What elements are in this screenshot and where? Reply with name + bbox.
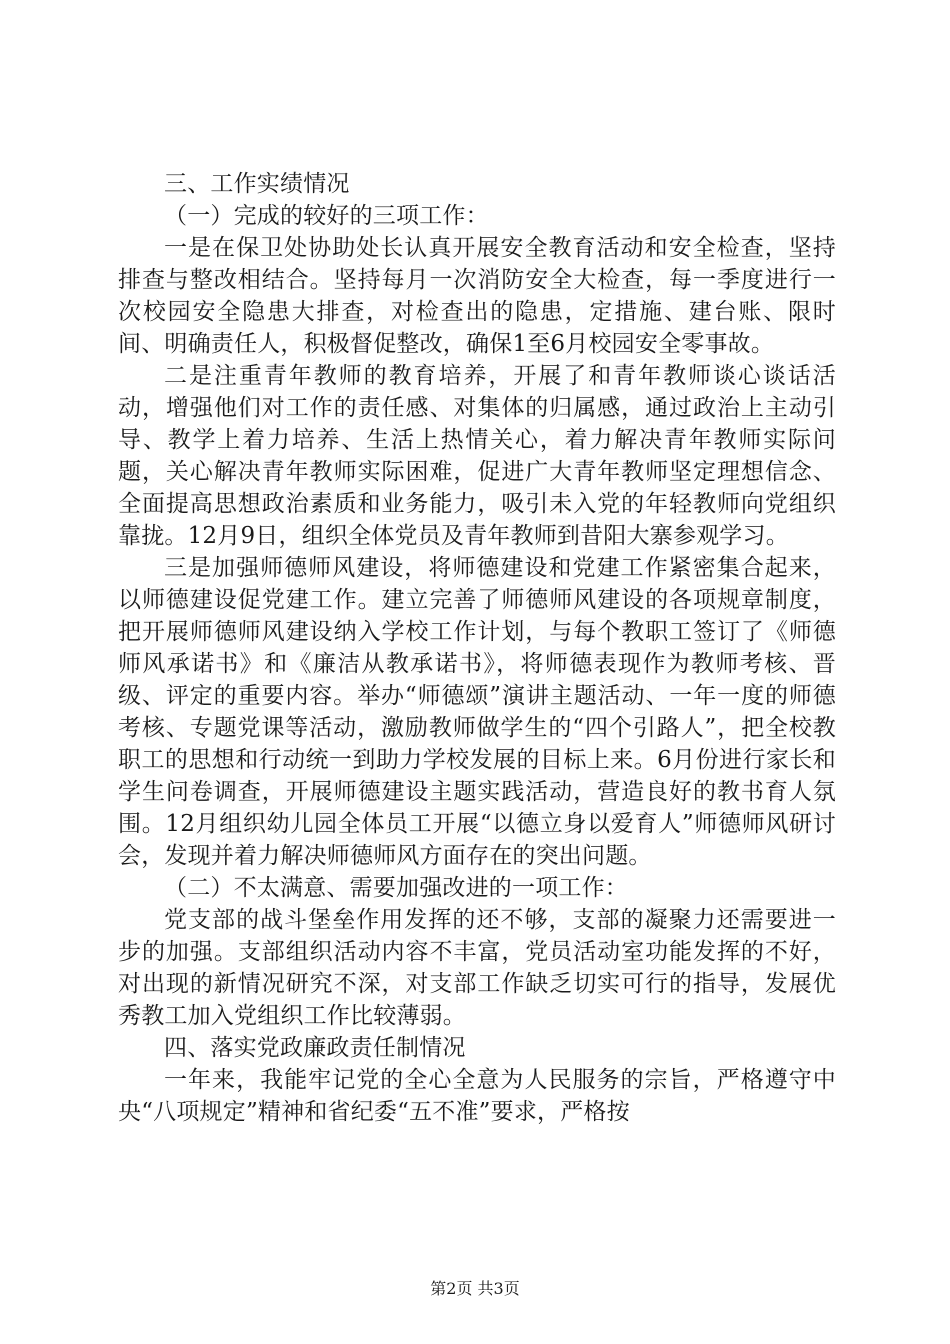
section-heading-integrity: 四、落实党政廉政责任制情况 <box>164 1035 466 1061</box>
paragraph-party-branch: 党支部的战斗堡垒作用发挥的还不够，支部的凝聚力还需要进一步的加强。支部组织活动内容不丰富，党员活动室功能发挥的不好，对出现的新情况研究不深，对支部工作缺乏切实可行的指导，发展优秀教工加入党组织工作比较薄弱。 <box>118 907 836 1029</box>
paragraph-young-teachers: 二是注重青年教师的教育培养，开展了和青年教师谈心谈话活动，增强他们对工作的责任感、对集体的归属感，通过政治上主动引导、教学上着力培养、生活上热情关心，着力解决青年教师实际问题，关心解决青年教师实际困难，促进广大青年教师坚定理想信念、全面提高思想政治素质和业务能力，吸引未入党的年轻教师向党组织靠拢。12月9日，组织全体党员及青年教师到昔阳大寨参观学习。 <box>118 363 836 549</box>
paragraph-integrity-intro: 一年来，我能牢记党的全心全意为人民服务的宗旨，严格遵守中央“八项规定”精神和省纪委“五不准”要求，严格按 <box>118 1067 836 1125</box>
subheading-improvement: （二）不太满意、需要加强改进的一项工作： <box>164 875 628 901</box>
subheading-good-work: （一）完成的较好的三项工作： <box>164 203 489 229</box>
section-heading-work-results: 三、工作实绩情况 <box>164 171 350 197</box>
document-body <box>118 168 836 1128</box>
page-number-footer: 第2页 共3页 <box>430 1279 520 1298</box>
paragraph-teacher-ethics: 三是加强师德师风建设，将师德建设和党建工作紧密集合起来，以师德建设促党建工作。建立完善了师德师风建设的各项规章制度，把开展师德师风建设纳入学校工作计划，与每个教职工签订了《师德师风承诺书》和《廉洁从教承诺书》，将师德表现作为教师考核、晋级、评定的重要内容。举办“师德颂”演讲主题活动、一年一度的师德考核、专题党课等活动，激励教师做学生的“四个引路人”，把全校教职工的思想和行动统一到助力学校发展的目标上来。6月份进行家长和学生问卷调查，开展师德建设主题实践活动，营造良好的教书育人氛围。12月组织幼儿园全体员工开展“以德立身以爱育人”师德师风研讨会，发现并着力解决师德师风方面存在的突出问题。 <box>118 555 836 869</box>
paragraph-safety-work: 一是在保卫处协助处长认真开展安全教育活动和安全检查，坚持排查与整改相结合。坚持每月一次消防安全大检查，每一季度进行一次校园安全隐患大排查，对检查出的隐患，定措施、建台账、限时间、明确责任人，积极督促整改，确保1至6月校园安全零事故。 <box>118 235 836 357</box>
